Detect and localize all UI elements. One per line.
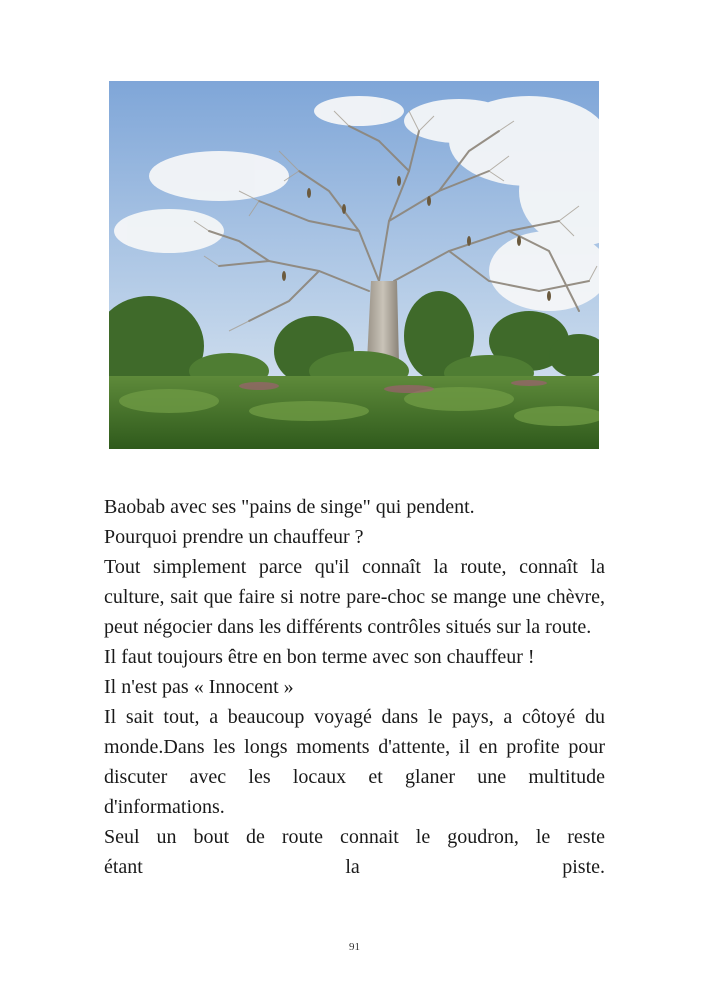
road-paragraph-line1: Seul un bout de route connait le goudron, le reste: [104, 826, 605, 848]
knowledge-paragraph: Il sait tout, a beaucoup voyagé dans le pays, a côtoyé du monde.Dans les longs moments d'attente, il en profite pour discuter avec les locaux et glaner une multitude d'informations.: [104, 706, 605, 818]
question-paragraph: Pourquoi prendre un chauffeur ?: [104, 526, 364, 548]
page-number: 91: [349, 941, 360, 953]
advice-paragraph: Il faut toujours être en bon terme avec son chauffeur !: [104, 646, 535, 668]
body-text: [104, 492, 605, 882]
photo-caption: Baobab avec ses "pains de singe" qui pendent.: [104, 496, 475, 518]
road-paragraph-line2: étant la piste.: [104, 856, 605, 878]
baobab-photo: [109, 81, 599, 449]
innocent-paragraph: Il n'est pas « Innocent »: [104, 676, 294, 698]
answer-paragraph: Tout simplement parce qu'il connaît la route, connaît la culture, sait que faire si notre pare-choc se mange une chèvre, peut négocier dans les différents contrôles situés sur la route.: [104, 556, 605, 638]
